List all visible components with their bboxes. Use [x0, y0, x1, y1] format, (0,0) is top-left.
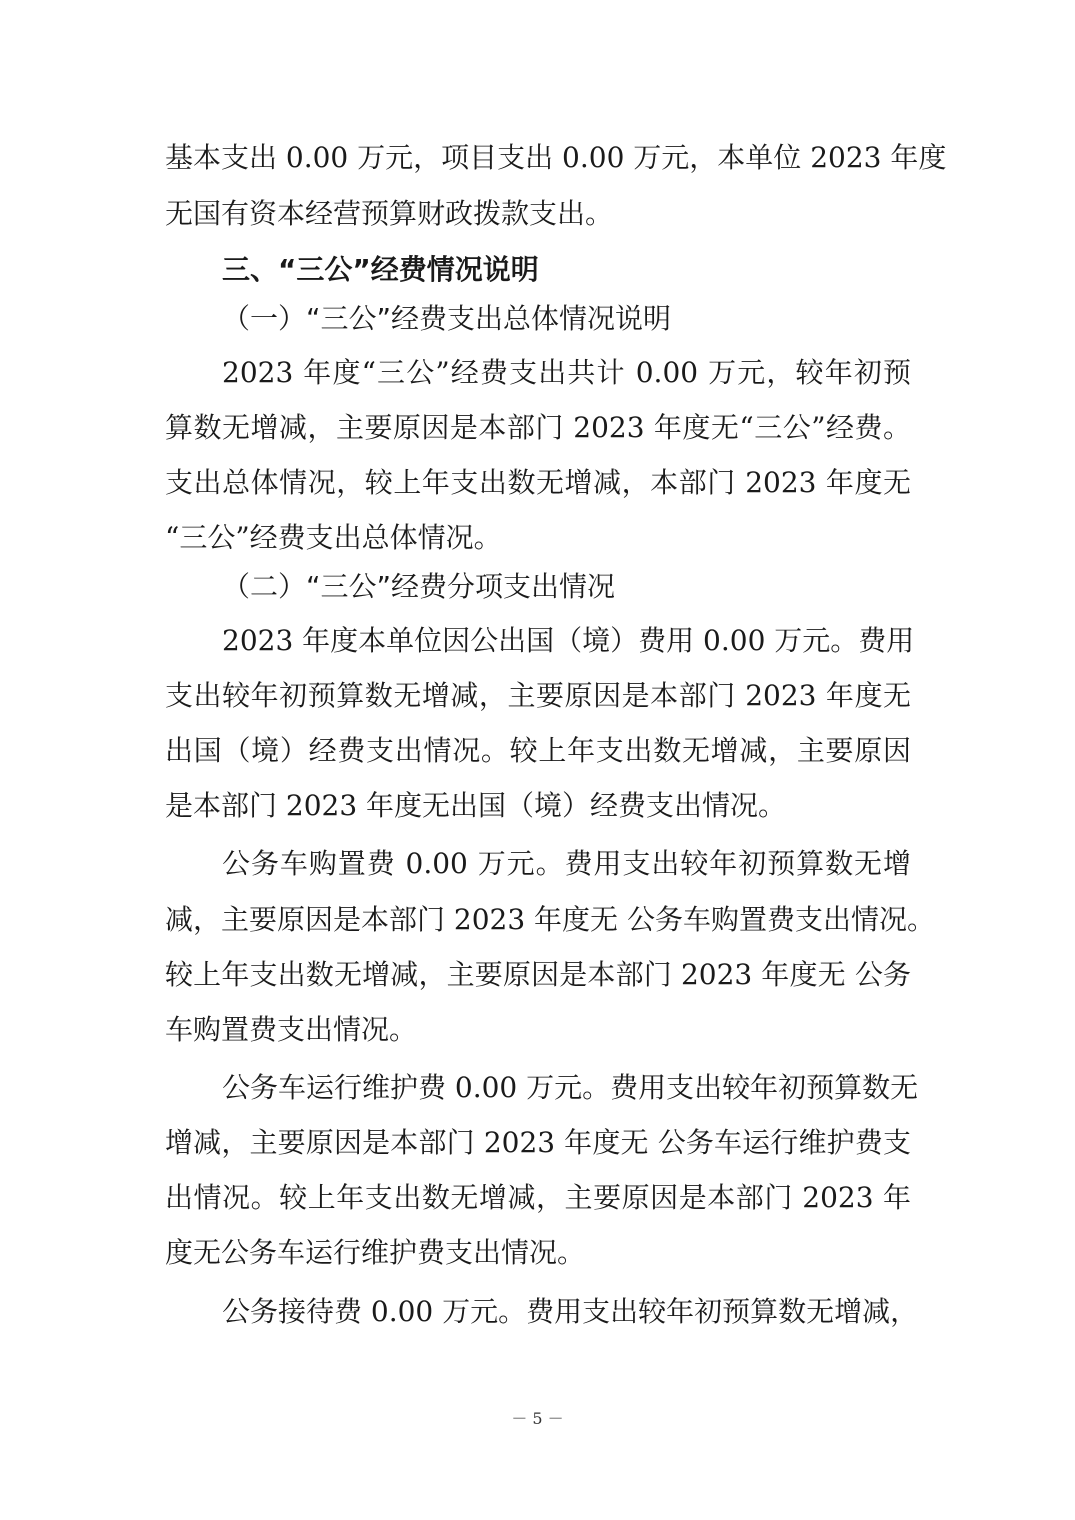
section-heading: 三、“三公”经费情况说明 [222, 253, 539, 286]
body-text-line: 公务接待费 0.00 万元。费用支出较年初预算数无增减， [222, 1295, 919, 1328]
body-text-line: 增减，主要原因是本部门 2023 年度无 公务车运行维护费支 [165, 1126, 911, 1159]
body-text-line: 公务车运行维护费 0.00 万元。费用支出较年初预算数无 [222, 1071, 919, 1104]
body-text-line: 无国有资本经营预算财政拨款支出。 [165, 197, 614, 230]
subsection-heading: （二）“三公”经费分项支出情况 [222, 570, 616, 603]
body-text-line: 支出较年初预算数无增减，主要原因是本部门 2023 年度无 [165, 679, 911, 712]
page-number: － 5 － [511, 1409, 564, 1428]
body-text-line: “三公”经费支出总体情况。 [165, 521, 502, 554]
body-text-line: 2023 年度本单位因公出国（境）费用 0.00 万元。费用 [222, 624, 915, 657]
body-text-line: 公务车购置费 0.00 万元。费用支出较年初预算数无增 [222, 847, 911, 880]
body-text-line: 出国（境）经费支出情况。较上年支出数无增减，主要原因 [165, 734, 911, 767]
body-text-line: 车购置费支出情况。 [165, 1013, 418, 1046]
body-text-line: 支出总体情况，较上年支出数无增减，本部门 2023 年度无 [165, 466, 911, 499]
body-text-line: 是本部门 2023 年度无出国（境）经费支出情况。 [165, 789, 787, 822]
body-text-line: 算数无增减，主要原因是本部门 2023 年度无“三公”经费。 [165, 411, 911, 444]
body-text-line: 出情况。较上年支出数无增减，主要原因是本部门 2023 年 [165, 1181, 911, 1214]
body-text-line: 2023 年度“三公”经费支出共计 0.00 万元，较年初预 [222, 356, 911, 389]
body-text-line: 较上年支出数无增减，主要原因是本部门 2023 年度无 公务 [165, 958, 911, 991]
body-text-line: 基本支出 0.00 万元，项目支出 0.00 万元，本单位 2023 年度 [165, 141, 947, 174]
body-text-line: 减，主要原因是本部门 2023 年度无 公务车购置费支出情况。 [165, 903, 935, 936]
body-text-line: 度无公务车运行维护费支出情况。 [165, 1236, 586, 1269]
subsection-heading: （一）“三公”经费支出总体情况说明 [222, 302, 672, 335]
